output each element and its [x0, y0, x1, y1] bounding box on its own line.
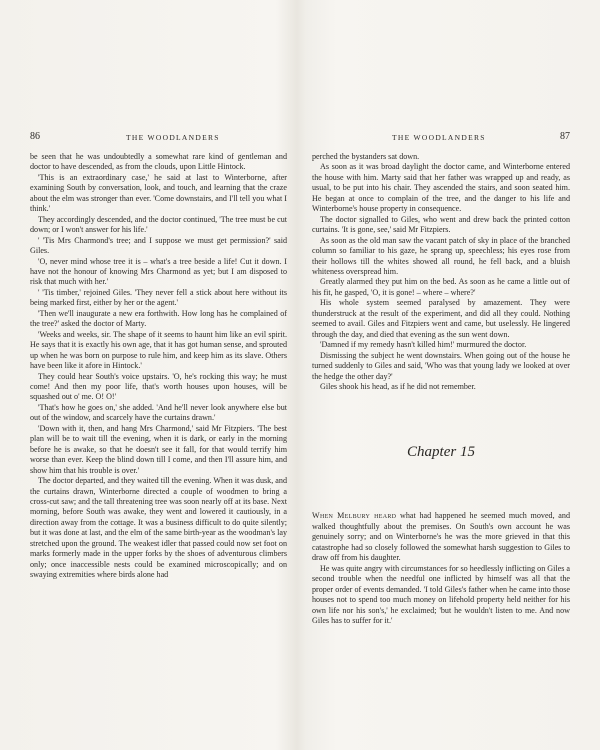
paragraph: He was quite angry with circumstances for so heedlessly inflicting on Giles a second trouble when the needful one inflicted by himself was all that the proper order of events demanded. 'I told Giles's father when he came into those houses not to spend too much money on lifehold property held neither for his own life nor his son's,' he exclaimed; 'but he wouldn't listen to me. And now Giles has to suffer for it.': [312, 563, 570, 625]
paragraph: perched the bystanders sat down.: [312, 152, 420, 161]
left-page-body: [30, 152, 287, 581]
paragraph: ' 'Tis Mrs Charmond's tree; and I suppose we must get permission?' said Giles.: [30, 235, 287, 256]
right-page: [312, 133, 570, 626]
paragraph: ' 'Tis timber,' rejoined Giles. 'They never fell a stick about here without its being marked first, either by her or the agent.': [30, 287, 287, 308]
paragraph: 'Damned if my remedy hasn't killed him!' murmured the doctor.: [320, 340, 527, 350]
paragraph: Giles shook his head, as if he did not remember.: [320, 381, 476, 391]
paragraph: 'Then we'll inaugurate a new era forthwith. How long has he complained of the tree?' asked the doctor of Marty.: [30, 308, 287, 329]
right-page-header: [312, 133, 570, 147]
left-page: [30, 133, 287, 581]
paragraph: 'That's how he goes on,' she added. 'And he'll never look anywhere else but out of the window, and scarcely have the curtains drawn.': [30, 402, 287, 423]
chapter-opening-paragraph: [312, 511, 570, 563]
left-running-head: THE WOODLANDERS: [126, 133, 220, 142]
paragraph: 'Weeks and weeks, sir. The shape of it seems to haunt him like an evil spirit. He says that it is exactly his own age, that it has got human sense, and sprouted up when he was born on purpose to rule him, and keep him as its slave. Others have been like it afore in Hintock.': [30, 329, 287, 371]
left-page-header: [30, 133, 287, 147]
paragraph: be seen that he was undoubtedly a somewhat rare kind of gentleman and doctor to have descended, as from the clouds, upon Little Hintock.: [30, 152, 287, 172]
paragraph: Greatly alarmed they put him on the bed. As soon as he came a little out of his fit, he gasped, 'O, it is gone! – where – where?': [312, 277, 570, 297]
paragraph: They could hear South's voice upstairs. 'O, he's rocking this way; he must come! And then my poor life, that's worth houses upon houses, will be squashed out o' me. O! O!': [30, 371, 287, 402]
paragraph: As soon as the old man saw the vacant patch of sky in place of the branched column so familiar to his gaze, he sprang up, speechless; his eyes rose from their hollows till the whites showed all round, he fell back, and a bluish whiteness overspread him.: [312, 235, 570, 276]
paragraph: As soon as it was broad daylight the doctor came, and Winterborne entered the house with him. Marty said that her father was wrapped up and ready, as usual, to be put into his chair. They ascended the stairs, and soon seated him. He began at once to complain of the tree, and the danger to his life and Winterborne's house property in consequence.: [312, 162, 570, 214]
right-running-head: THE WOODLANDERS: [392, 133, 486, 142]
paragraph: 'Down with it, then, and hang Mrs Charmond,' said Mr Fitzpiers. 'The best plan will be to wait till the evening, when it is dark, or early in the morning before he is awake, so that he doesn't see it fall, for that would terrify him worse than ever. Keep the blind down till I come, and then I'll assure him, and show him that his trouble is over.': [30, 423, 287, 475]
right-page-number: 87: [560, 131, 570, 142]
chapter-heading: Chapter 15: [407, 444, 475, 461]
paragraph: His whole system seemed paralysed by amazement. They were thunderstruck at the result of the experiment, and did all they could. Nothing seemed to avail. Giles and Fitzpiers went and came, but uselessly. He lingered through the day, and died that evening as the sun went down.: [312, 298, 570, 339]
right-page-body: [312, 152, 570, 626]
paragraph: The doctor departed, and they waited till the evening. When it was dusk, and the curtains drawn, Winterborne directed a couple of woodmen to bring a cross-cut saw; and the tall threatening tree was soon nearly off at its base. Next morning, before South was awake, they went and lowered it cautiously, in a direction away from the cottage. It was a business difficult to do quite silently; but it was done at last, and the elm of the same birth-year as the woodman's lay stretched upon the ground. The weakest idler that passed could now set foot on marks formerly made in the upper forks by the shoes of adventurous climbers only; once inaccessible nests could be examined microscopically; and on swaying extremities where birds alone had: [30, 476, 287, 580]
chapter-opening-text: what had happened he seemed much moved, and walked thoughtfully about the premises. On South's own account he was genuinely sorry; and on Winterborne's he was the more grieved in that this catastrophe had so closely followed the somewhat harsh suggestion to Giles to draw off from his daughter.: [312, 511, 570, 563]
left-page-number: 86: [30, 131, 40, 142]
paragraph: 'O, never mind whose tree it is – what's a tree beside a life! Cut it down. I have not the honour of knowing Mrs Charmond as yet; but I am disposed to risk that much with her.': [30, 256, 287, 287]
chapter-opening-smallcaps: When Melbury heard: [312, 511, 397, 521]
paragraph: They accordingly descended, and the doctor continued, 'The tree must be cut down; or I won't answer for his life.': [30, 214, 287, 235]
paragraph: Dismissing the subject he went downstairs. When going out of the house he turned suddenly to Giles and said, 'Who was that young lady we looked at over the hedge the other day?': [312, 350, 570, 381]
paragraph: 'This is an extraordinary case,' he said at last to Winterborne, after examining South by conversation, look, and touch, and learning that the craze about the elm was stronger than ever. 'Come downstairs, and I'll tell you what I think.': [30, 172, 287, 214]
paragraph: The doctor signalled to Giles, who went and drew back the printed cotton curtains. 'It is gone, see,' said Mr Fitzpiers.: [312, 214, 570, 235]
